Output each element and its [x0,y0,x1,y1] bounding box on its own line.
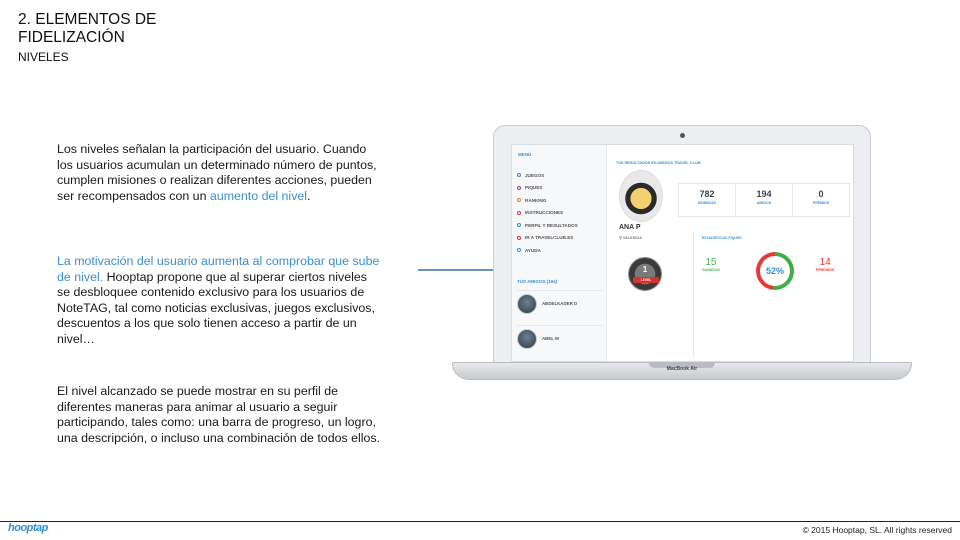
level-badge [628,257,662,291]
laptop-base [452,362,912,380]
won-value: 15 [705,257,717,268]
paragraph-3: El nivel alcanzado se puede mostrar en su perfil de diferentes maneras para animar al usuario a seguir participando, tales como: una barra de progreso, un logro, una descripción, o incluso una combinación de todos ellos. [57,384,381,445]
paragraph-2-highlight: La motivación del usuario aumenta al comprobar que sube de nivel. [57,254,380,284]
menu-dot-icon [517,248,521,252]
app-sidebar [512,145,607,361]
menu-item-label: IR A TRAVELCLUB.ES [525,235,574,241]
app-main [608,145,853,361]
laptop-brand: MacBook Air [666,366,698,372]
menu-item[interactable] [517,219,578,232]
level-number: 1 [642,265,648,274]
page-subtitle: NIVELES [18,50,69,64]
paragraph-2-text: Hooptap propone que al superar ciertos niveles se desbloquee contenido exclusivo para los usuarios de NoteTAG, tal como noticias exclusivas, juegos exclusivos, descuentos a los que solo tienen acceso a partir de un nivel… [57,269,375,346]
profile-location [619,235,642,240]
stat-prizes [793,184,849,216]
divider [693,233,694,358]
friend-name: ABEL M [542,336,559,341]
paragraph-2 [57,254,382,347]
laptop-screen [511,144,854,362]
page-title: 2. ELEMENTOS DE FIDELIZACIÓN [18,11,157,46]
lost-label: PERDIDOS [816,268,835,272]
camera-icon [680,133,685,138]
menu-item-label: AYUDA [525,247,541,253]
menu-list [517,169,578,257]
menu-item-label: JUEGOS [525,172,545,178]
menu-item[interactable] [517,232,578,245]
stat-label: AMIGOS [756,201,772,205]
copyright: © 2015 Hooptap, SL. All rights reserved [802,525,952,535]
laptop [493,125,871,377]
menu-item[interactable] [517,244,578,257]
menu-dot-icon [517,186,521,190]
paragraph-1-text: Los niveles señalan la participación del usuario. Cuando los usuarios acumulan un determinado número de puntos, cumplen misiones o realizan diferentes acciones, pueden ser recompensados con un [57,142,377,203]
menu-dot-icon [517,198,521,202]
friend-item[interactable] [517,325,603,351]
profile-avatar [619,170,663,222]
profile-location-text: VALENCIA [622,236,642,240]
profile-name: ANA P [619,224,641,231]
location-pin-icon: ⚲ [619,236,623,240]
lost-value: 14 [819,257,831,268]
menu-item-label: INSTRUCCIONES [525,210,564,216]
paragraph-1 [57,142,382,204]
menu-dot-icon [517,211,521,215]
win-rate-ring [756,252,794,290]
avatar [517,329,537,349]
paragraph-1-end: . [307,188,311,203]
menu-dot-icon [517,236,521,240]
stat-label: PREMIOS [812,201,830,205]
stat-value: 194 [756,189,772,199]
avatar [517,294,537,314]
hooptap-logo: hooptap [8,522,48,534]
menu-item-label: PIQUES [525,185,543,191]
menu-item[interactable] [517,207,578,220]
menu-dot-icon [517,173,521,177]
won-stat [702,257,720,272]
stat-coins [679,184,736,216]
footer-divider [0,521,960,522]
lost-stat [816,257,834,272]
menu-item[interactable] [517,182,578,195]
game-stats-title: ESTADÍSTICAS PIQUES [702,236,742,240]
menu-dot-icon [517,223,521,227]
won-label: GANADOS [702,268,720,272]
menu-item-label: PERFIL Y RESULTADOS [525,222,578,228]
menu-item[interactable] [517,194,578,207]
paragraph-1-highlight: aumento del nivel [209,188,308,203]
stats-box [678,183,850,217]
stat-value: 0 [818,189,824,199]
friend-item[interactable] [517,290,603,316]
win-rate-value: 52% [760,256,790,286]
results-header: TUS RESULTADOS EN AMIGOS TRAVEL CLUB [616,161,701,165]
menu-item-label: RANKING [525,197,547,203]
friends-title: TUS AMIGOS (194) [517,279,558,284]
friend-name: ABDELKADER D [542,301,578,306]
menu-item[interactable] [517,169,578,182]
stat-label: MONEDAS [698,201,716,205]
stat-value: 782 [699,189,715,199]
stat-friends [736,184,793,216]
level-label: LEVEL [633,277,659,283]
menu-title: MENÚ [518,152,532,157]
